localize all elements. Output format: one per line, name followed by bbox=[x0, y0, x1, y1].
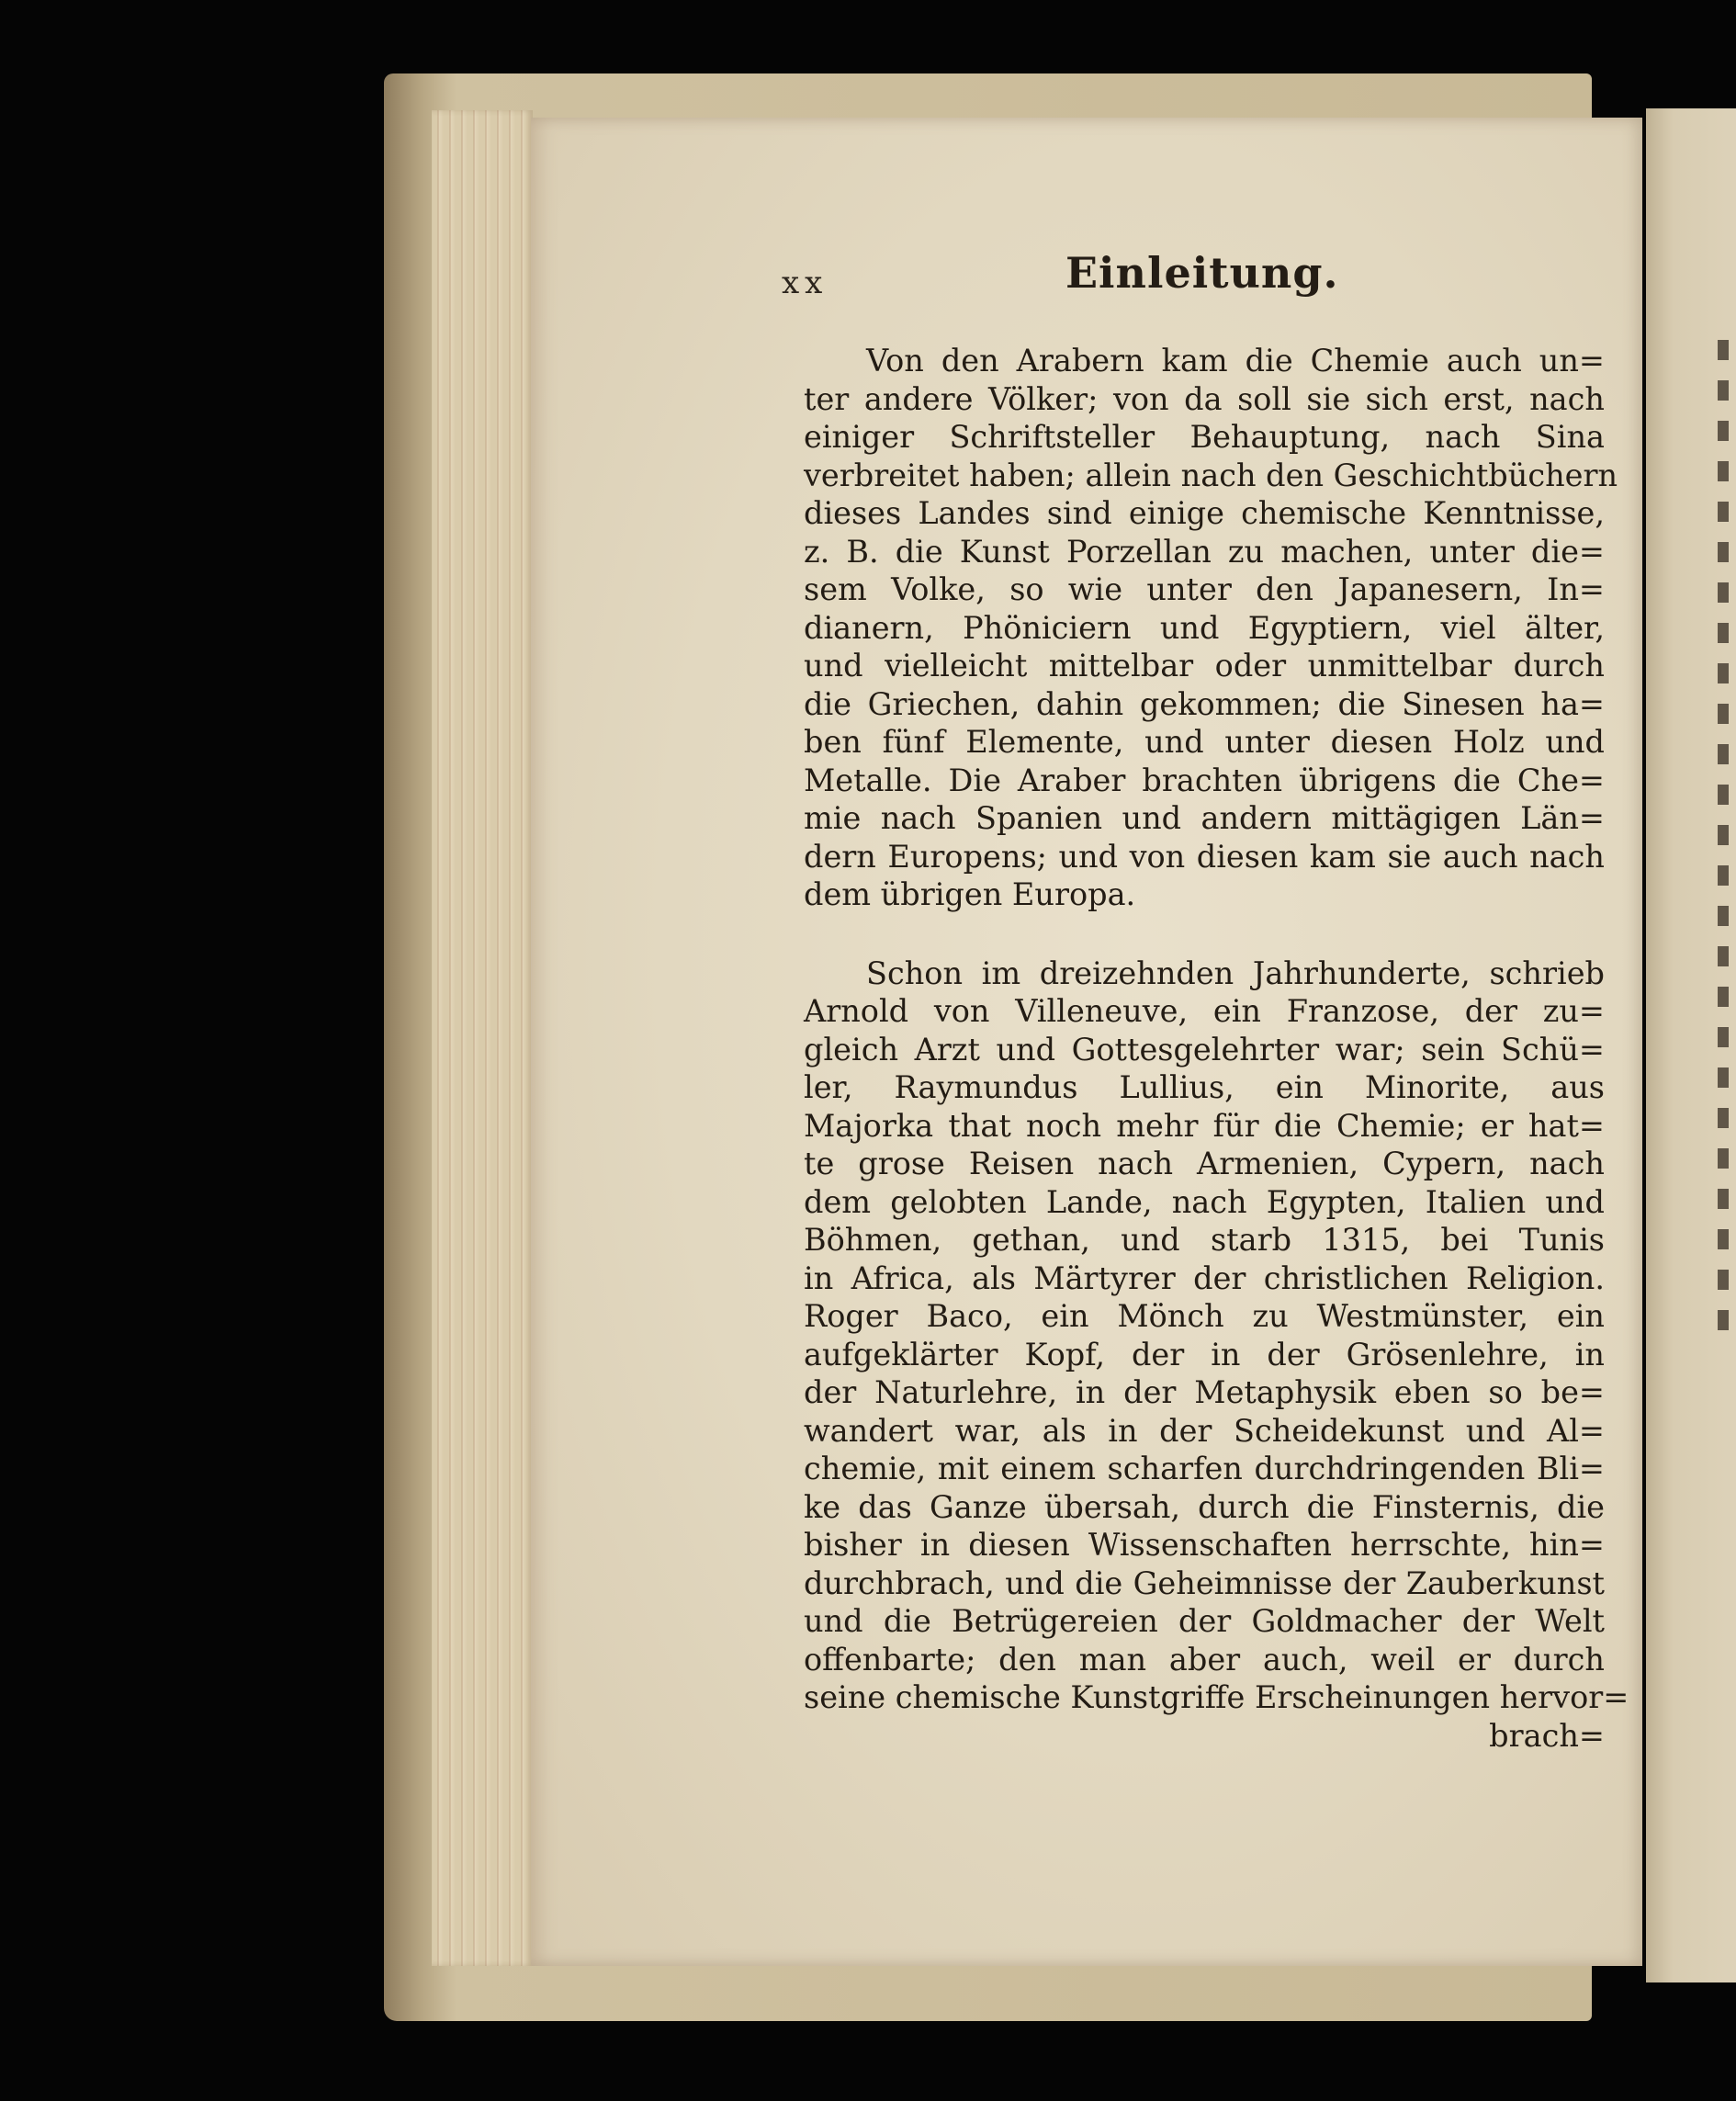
text-line: Schon im dreizehnden Jahrhunderte, schrieb bbox=[866, 954, 1605, 991]
text-line: wandert war, als in der Scheidekunst und Al= bbox=[804, 1412, 1605, 1449]
text-line: Von den Arabern kam die Chemie auch un= bbox=[866, 343, 1605, 378]
text-line: te grose Reisen nach Armenien, Cypern, nach bbox=[804, 1146, 1605, 1181]
catchword: brach= bbox=[1489, 1717, 1605, 1754]
text-line: Majorka that noch mehr für die Chemie; er hat= bbox=[804, 1107, 1605, 1144]
text-line: z. B. die Kunst Porzellan zu machen, unter die= bbox=[804, 533, 1605, 570]
text-line: durchbrach, und die Geheimnisse der Zauberkunst bbox=[804, 1564, 1605, 1601]
text-line: aufgeklärter Kopf, der in der Grösenlehre, in bbox=[804, 1336, 1605, 1372]
text-line: ben fünf Elemente, und unter diesen Holz und bbox=[804, 724, 1605, 760]
text-line: ter andere Völker; von da soll sie sich erst, nach bbox=[804, 380, 1605, 417]
text-line: Böhmen, gethan, und starb 1315, bei Tunis bbox=[804, 1222, 1605, 1258]
text-line: dieses Landes sind einige chemische Kenntnisse, bbox=[804, 495, 1605, 531]
text-line: gleich Arzt und Gottesgelehrter war; sein Schü= bbox=[804, 1031, 1605, 1067]
text-line: Arnold von Villeneuve, ein Franzose, der zu= bbox=[804, 993, 1605, 1029]
text-line: dem übrigen Europa. bbox=[804, 876, 1136, 912]
running-head: Einleitung. bbox=[1065, 248, 1339, 298]
text-line: dern Europens; und von diesen kam sie auch nach bbox=[804, 838, 1605, 875]
text-line: chemie, mit einem scharfen durchdringenden Bli= bbox=[804, 1451, 1605, 1486]
text-line: mie nach Spanien und andern mittägigen Län= bbox=[804, 800, 1605, 836]
text-line: Roger Baco, ein Mönch zu Westmünster, ein bbox=[804, 1298, 1605, 1334]
text-line: bisher in diesen Wissenschaften herrschte, hin= bbox=[804, 1527, 1605, 1563]
paragraph-2 bbox=[804, 954, 1629, 1756]
text-line: Metalle. Die Araber brachten übrigens die Che= bbox=[804, 762, 1605, 798]
page-stack-edges bbox=[432, 110, 533, 1966]
text-line: offenbarte; den man aber auch, weil er durch bbox=[804, 1641, 1605, 1677]
text-line: verbreitet haben; allein nach den Geschichtbüchern bbox=[804, 457, 1618, 493]
text-line: einiger Schriftsteller Behauptung, nach Sina bbox=[804, 419, 1605, 455]
text-line: sem Volke, so wie unter den Japanesern, In= bbox=[804, 571, 1605, 607]
text-line: dem gelobten Lande, nach Egypten, Italien und bbox=[804, 1183, 1605, 1220]
body-text bbox=[804, 342, 1629, 1755]
text-line: ler, Raymundus Lullius, ein Minorite, aus bbox=[804, 1069, 1605, 1105]
facing-page-text-fragments bbox=[1718, 340, 1729, 1350]
text-line: und vielleicht mittelbar oder unmittelbar durch bbox=[804, 648, 1605, 683]
text-line: ke das Ganze übersah, durch die Finsternis, die bbox=[804, 1488, 1605, 1525]
text-line: der Naturlehre, in der Metaphysik eben so be= bbox=[804, 1374, 1605, 1410]
paragraph-1 bbox=[804, 342, 1618, 914]
text-line: die Griechen, dahin gekommen; die Sinesen ha= bbox=[804, 685, 1605, 722]
text-line: seine chemische Kunstgriffe Erscheinungen hervor= bbox=[804, 1679, 1629, 1715]
text-line: dianern, Phöniciern und Egyptiern, viel älter, bbox=[804, 609, 1605, 646]
text-line: und die Betrügereien der Goldmacher der Welt bbox=[804, 1603, 1605, 1639]
text-line: in Africa, als Märtyrer der christlichen Religion. bbox=[804, 1259, 1605, 1296]
page-number: xx bbox=[782, 265, 829, 301]
